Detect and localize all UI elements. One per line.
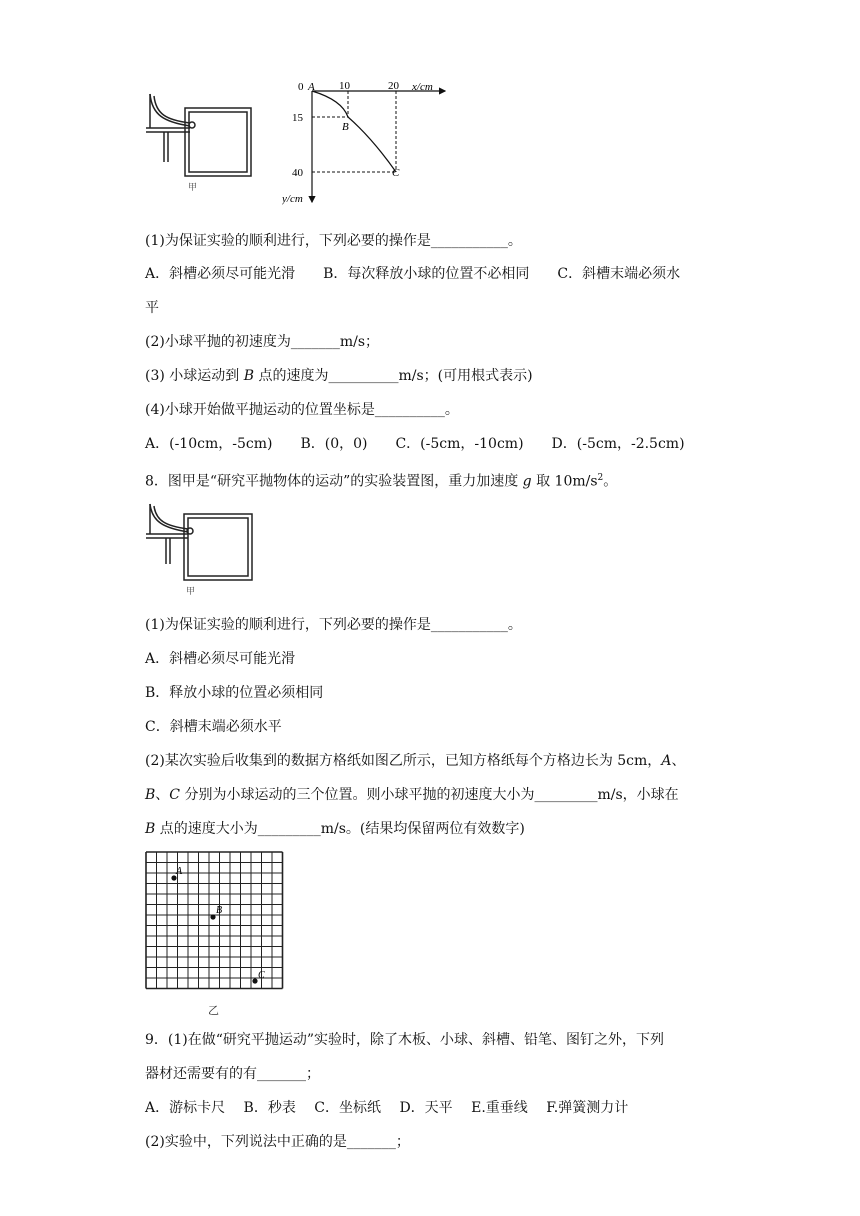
q9-part2: (2)实验中，下列说法中正确的是_______；	[145, 1134, 410, 1150]
x-tick-10: 10	[339, 80, 350, 92]
q8-option-c: C．斜槽末端必须水平	[145, 719, 282, 735]
q7-part1: (1)为保证实验的顺利进行，下列必要的操作是___________。	[145, 233, 522, 249]
q7-part3: (3) 小球运动到 B 点的速度为__________m/s；(可用根式表示)	[145, 368, 533, 384]
x-axis-label: x/cm	[412, 81, 433, 93]
q9-line1: 9．(1)在做“研究平抛运动”实验时，除了木板、小球、斜槽、铅笔、图钉之外，下列	[145, 1032, 665, 1048]
x-tick-20: 20	[388, 80, 399, 92]
q8-part2-line1: (2)某次实验后收集到的数据方格纸如图乙所示，已知方格纸每个方格边长为 5cm，A、	[145, 753, 686, 769]
q8-part2-line2: B、C 分别为小球运动的三个位置。则小球平抛的初速度大小为_________m/s，小球在	[145, 787, 679, 803]
trajectory-curve	[312, 91, 396, 172]
y-tick-15: 15	[292, 112, 303, 124]
y-axis-label: y/cm	[282, 193, 303, 205]
q9-options: A．游标卡尺 B．秒表 C．坐标纸 D．天平 E.重垂线 F.弹簧测力计	[145, 1100, 629, 1116]
point-c-label: C	[392, 167, 400, 179]
q8-option-b: B．释放小球的位置必须相同	[145, 685, 324, 701]
apparatus-figure-1	[140, 90, 260, 195]
q9-line2: 器材还需要有的有_______；	[145, 1066, 320, 1082]
grid-point-a-label: A	[176, 866, 183, 877]
q7-part1-options: A．斜槽必须尽可能光滑 B．每次释放小球的位置不必相同 C．斜槽末端必须水	[145, 266, 681, 282]
q7-part4-options: A．(-10cm，-5cm) B．(0，0) C．(-5cm，-10cm) D．(-5cm，-2.5cm)	[145, 436, 685, 452]
q8-stem: 8．图甲是“研究平抛物体的运动”的实验装置图，重力加速度 g 取 $10m/s^2$。	[145, 473, 618, 490]
q8-option-a: A．斜槽必须尽可能光滑	[145, 651, 296, 667]
grid-point-c-label: C	[258, 970, 265, 981]
q7-part4: (4)小球开始做平抛运动的位置坐标是__________。	[145, 402, 459, 418]
q8-part1: (1)为保证实验的顺利进行，下列必要的操作是___________。	[145, 617, 522, 633]
q7-part1-options-cont: 平	[145, 300, 159, 316]
grid-point-b	[210, 914, 215, 919]
q8-part2-line3: B 点的速度大小为_________m/s。(结果均保留两位有效数字)	[145, 821, 525, 837]
grid-figure-label: 乙	[208, 1005, 219, 1017]
grid-point-b-label: B	[216, 905, 223, 916]
point-a-label: A	[308, 81, 315, 93]
grid-paper-figure	[140, 846, 300, 1022]
origin-label: 0	[298, 81, 304, 93]
grid-point-c	[252, 978, 257, 983]
apparatus-figure-2	[140, 500, 260, 600]
apparatus-label-2: 甲	[186, 586, 196, 596]
q7-part2: (2)小球平抛的初速度为_______m/s；	[145, 334, 380, 350]
point-b-label: B	[342, 121, 349, 133]
y-tick-40: 40	[292, 167, 303, 179]
apparatus-label: 甲	[188, 182, 198, 192]
trajectory-graph	[282, 78, 452, 208]
